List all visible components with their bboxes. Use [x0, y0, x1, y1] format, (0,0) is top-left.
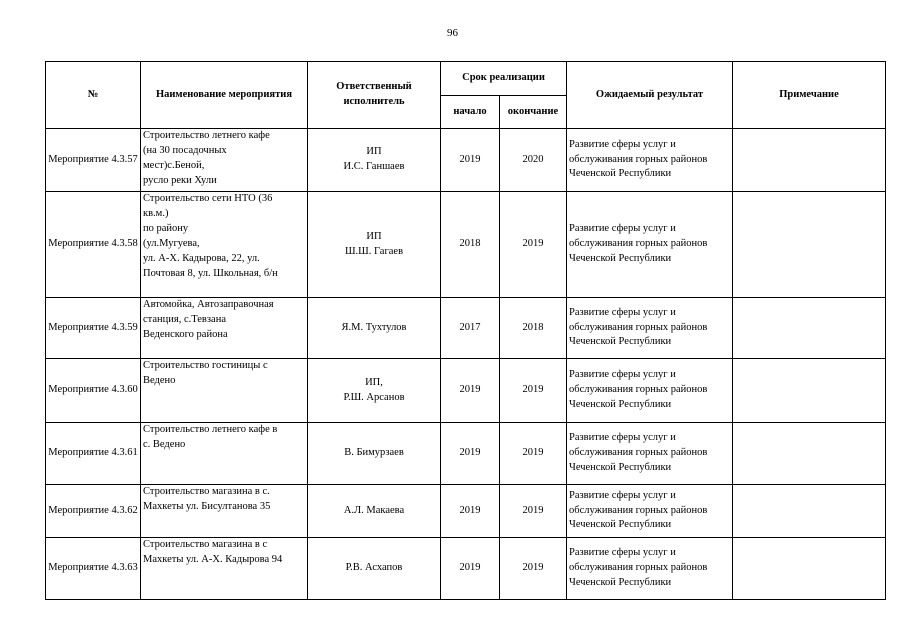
event-start-year: 2019 [441, 359, 500, 423]
event-result: Развитие сферы услуг и обслуживания горных районов Чеченской Республики [567, 192, 733, 298]
event-note [733, 485, 886, 538]
header-result: Ожидаемый результат [567, 62, 733, 129]
event-result: Развитие сферы услуг и обслуживания горных районов Чеченской Республики [567, 129, 733, 192]
event-name: Строительство летнего кафе (на 30 посадочных мест)с.Беной, русло реки Хули [141, 129, 308, 192]
event-responsible: В. Бимурзаев [308, 423, 441, 485]
table-row [46, 192, 886, 298]
header-end: окончание [500, 96, 567, 129]
event-end-year: 2019 [500, 192, 567, 298]
event-responsible: Я.М. Тухтулов [308, 298, 441, 359]
event-name: Строительство сети НТО (36 кв.м.) по району (ул.Мугуева, ул. А-Х. Кадырова, 22, ул. Почтовая 8, ул. Школьная, б/н [141, 192, 308, 298]
event-note [733, 359, 886, 423]
event-end-year: 2019 [500, 485, 567, 538]
event-end-year: 2019 [500, 538, 567, 600]
header-note: Примечание [733, 62, 886, 129]
event-result: Развитие сферы услуг и обслуживания горных районов Чеченской Республики [567, 538, 733, 600]
event-start-year: 2019 [441, 485, 500, 538]
event-result: Развитие сферы услуг и обслуживания горных районов Чеченской Республики [567, 298, 733, 359]
event-end-year: 2019 [500, 423, 567, 485]
event-name: Строительство магазина в с. Махкеты ул. Бисултанова 35 [141, 485, 308, 538]
table-row [46, 485, 886, 538]
event-note [733, 423, 886, 485]
event-note [733, 298, 886, 359]
header-num: № [46, 62, 141, 129]
event-start-year: 2019 [441, 129, 500, 192]
header-responsible: Ответственный исполнитель [308, 62, 441, 129]
event-end-year: 2018 [500, 298, 567, 359]
event-name: Автомойка, Автозаправочная станция, с.Тевзана Веденского района [141, 298, 308, 359]
event-start-year: 2018 [441, 192, 500, 298]
table-row [46, 129, 886, 192]
event-start-year: 2019 [441, 423, 500, 485]
event-name: Строительство магазина в с Махкеты ул. А-Х. Кадырова 94 [141, 538, 308, 600]
event-responsible: ИП, Р.Ш. Арсанов [308, 359, 441, 423]
event-number: Мероприятие 4.3.59 [46, 298, 141, 359]
event-note [733, 192, 886, 298]
event-note [733, 129, 886, 192]
event-responsible: А.Л. Макаева [308, 485, 441, 538]
header-row [46, 62, 886, 96]
event-number: Мероприятие 4.3.62 [46, 485, 141, 538]
header-name: Наименование мероприятия [141, 62, 308, 129]
event-note [733, 538, 886, 600]
event-responsible: ИП Ш.Ш. Гагаев [308, 192, 441, 298]
event-number: Мероприятие 4.3.61 [46, 423, 141, 485]
event-responsible: Р.В. Асхапов [308, 538, 441, 600]
event-result: Развитие сферы услуг и обслуживания горных районов Чеченской Республики [567, 485, 733, 538]
events-table [45, 61, 886, 600]
event-number: Мероприятие 4.3.63 [46, 538, 141, 600]
table-row [46, 423, 886, 485]
event-end-year: 2019 [500, 359, 567, 423]
event-number: Мероприятие 4.3.60 [46, 359, 141, 423]
table-row [46, 298, 886, 359]
table-row [46, 359, 886, 423]
event-end-year: 2020 [500, 129, 567, 192]
event-number: Мероприятие 4.3.57 [46, 129, 141, 192]
header-period: Срок реализации [441, 62, 567, 96]
event-responsible: ИП И.С. Ганшаев [308, 129, 441, 192]
page-number: 96 [447, 27, 458, 39]
header-start: начало [441, 96, 500, 129]
event-name: Строительство летнего кафе в с. Ведено [141, 423, 308, 485]
event-number: Мероприятие 4.3.58 [46, 192, 141, 298]
event-result: Развитие сферы услуг и обслуживания горных районов Чеченской Республики [567, 359, 733, 423]
event-result: Развитие сферы услуг и обслуживания горных районов Чеченской Республики [567, 423, 733, 485]
event-start-year: 2017 [441, 298, 500, 359]
table-row [46, 538, 886, 600]
event-name: Строительство гостиницы с Ведено [141, 359, 308, 423]
event-start-year: 2019 [441, 538, 500, 600]
